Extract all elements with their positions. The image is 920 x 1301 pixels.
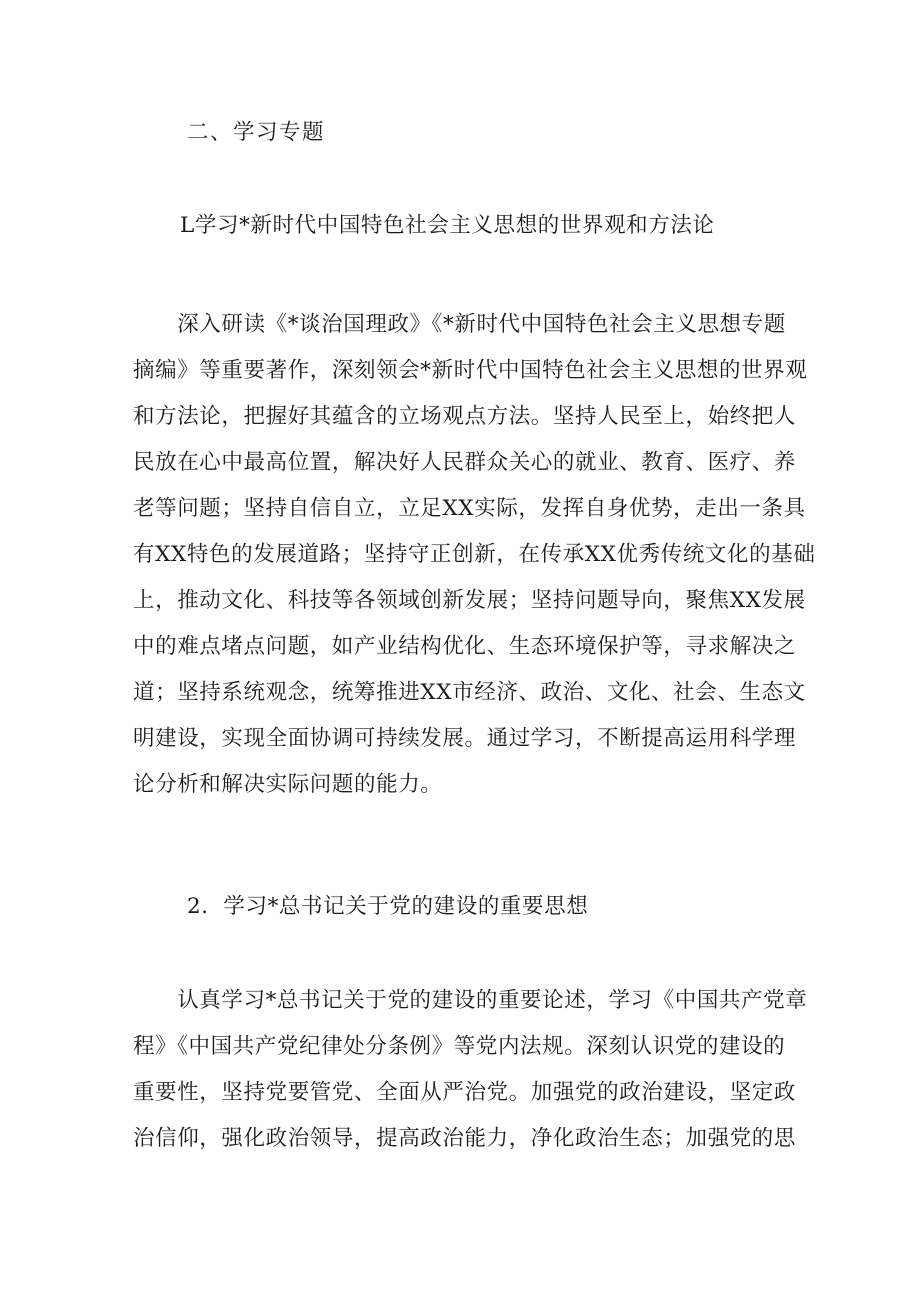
- paragraph-line: 明建设，实现全面协调可持续发展。通过学习，不断提高运用科学理: [133, 726, 797, 751]
- paragraph-line: 认真学习*总书记关于党的建设的重要论述，学习《中国共产党章: [133, 988, 808, 1013]
- paragraph-line: 论分析和解决实际问题的能力。: [133, 772, 443, 797]
- paragraph-line: 摘编》等重要著作，深刻领会*新时代中国特色社会主义思想的世界观: [133, 358, 808, 383]
- section-heading: 二、学习专题: [187, 120, 326, 145]
- paragraph-line: 民放在心中最高位置，解决好人民群众关心的就业、教育、医疗、养: [133, 450, 797, 475]
- paragraph-line: 和方法论，把握好其蕴含的立场观点方法。坚持人民至上，始终把人: [133, 404, 797, 429]
- paragraph-line: 道；坚持系统观念，统筹推进XX市经济、政治、文化、社会、生态文: [133, 680, 806, 705]
- paragraph-line: 中的难点堵点问题，如产业结构优化、生态环境保护等，寻求解决之: [133, 634, 797, 659]
- paragraph-line: 治信仰，强化政治领导，提高政治能力，净化政治生态；加强党的思: [133, 1126, 797, 1151]
- paragraph-line: 有XX特色的发展道路；坚持守正创新，在传承XX优秀传统文化的基础: [133, 542, 816, 567]
- paragraph-line: 老等问题；坚持自信自立，立足XX实际，发挥自身优势，走出一条具: [133, 496, 806, 521]
- topic1-title: L学习*新时代中国特色社会主义思想的世界观和方法论: [180, 213, 715, 238]
- paragraph-line: 上，推动文化、科技等各领域创新发展；坚持问题导向，聚焦XX发展: [133, 588, 806, 613]
- paragraph-line: 重要性，坚持党要管党、全面从严治党。加强党的政治建设，坚定政: [133, 1080, 797, 1105]
- paragraph-line: 深入研读《*谈治国理政》《*新时代中国特色社会主义思想专题: [133, 312, 786, 337]
- topic2-title: 2．学习*总书记关于党的建设的重要思想: [187, 894, 589, 919]
- paragraph-line: 程》《中国共产党纪律处分条例》等党内法规。深刻认识党的建设的: [133, 1034, 786, 1059]
